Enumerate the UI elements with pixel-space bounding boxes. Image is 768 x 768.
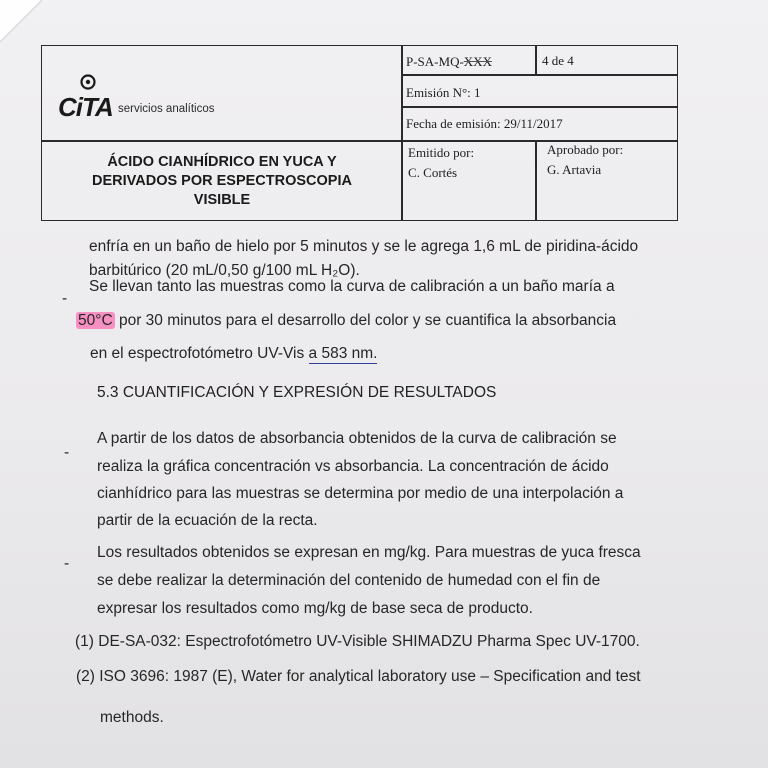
bullet-dash: - <box>64 444 70 461</box>
paragraph-line <box>90 345 377 363</box>
reference-item-continuation: methods. <box>100 709 164 726</box>
emission-date: Fecha de emisión: 29/11/2017 <box>406 116 563 131</box>
document-title-line: VISIBLE <box>193 192 251 208</box>
bullet-dash: - <box>64 555 70 572</box>
underlined-wavelength: a 583 nm. <box>308 345 378 362</box>
document-title <box>42 153 402 210</box>
reference-item: (1) DE-SA-032: Espectrofotómetro UV-Visible SHIMADZU Pharma Spec UV-1700. <box>75 633 640 650</box>
cita-logo <box>58 76 388 120</box>
paragraph-line: barbitúrico (20 mL/0,50 g/100 mL H₂O). <box>89 262 360 279</box>
paragraph-line-rest: por 30 minutos para el desarrollo del color y se cuantifica la absorbancia <box>114 312 617 329</box>
document-code-prefix: P-SA-MQ- <box>406 54 464 69</box>
page-number: 4 de 4 <box>542 53 574 68</box>
reference-item: (2) ISO 3696: 1987 (E), Water for analytical laboratory use – Specification and test <box>76 668 641 685</box>
logo-emblem-icon <box>80 74 96 90</box>
approved-by-label: Aprobado por: <box>547 142 624 157</box>
logo-subtitle: servicios analíticos <box>118 103 215 115</box>
approved-by-name: G. Artavia <box>547 162 602 177</box>
issued-by-label: Emitido por: <box>408 145 475 160</box>
header-divider-approval <box>535 140 537 220</box>
paragraph-line: Los resultados obtenidos se expresan en mg/kg. Para muestras de yuca fresca <box>97 544 641 561</box>
paragraph-line: realiza la gráfica concentración vs absorbancia. La concentración de ácido <box>97 458 609 475</box>
document-code <box>406 54 492 70</box>
paragraph-line: partir de la ecuación de la recta. <box>97 512 318 529</box>
document-title-line: DERIVADOS POR ESPECTROSCOPIA <box>92 173 352 189</box>
paragraph-line: se debe realizar la determinación del contenido de humedad con el fin de <box>97 572 601 589</box>
paragraph-line-start: en el espectrofotómetro UV-Vis <box>90 345 309 362</box>
header-divider-page <box>535 46 537 74</box>
bullet-dash: - <box>62 290 68 307</box>
document-header-table <box>41 45 678 221</box>
emission-number: Emisión N°: 1 <box>406 85 481 100</box>
paragraph-line: enfría en un baño de hielo por 5 minutos y se le agrega 1,6 mL de piridina-ácido <box>89 238 639 255</box>
issued-by-name: C. Cortés <box>408 165 458 180</box>
paragraph-line: expresar los resultados como mg/kg de base seca de producto. <box>97 600 533 617</box>
logo-wordmark: CiTA <box>58 92 113 122</box>
paragraph-line: cianhídrico para las muestras se determina por medio de una interpolación a <box>97 485 624 502</box>
section-heading: 5.3 CUANTIFICACIÓN Y EXPRESIÓN DE RESULTADOS <box>97 384 497 401</box>
header-row-line <box>401 74 677 76</box>
paragraph-line: A partir de los datos de absorbancia obtenidos de la curva de calibración se <box>97 430 617 447</box>
header-row-line <box>401 106 677 108</box>
document-title-line: ÁCIDO CIANHÍDRICO EN YUCA Y <box>107 154 337 170</box>
paragraph-line <box>76 312 616 330</box>
paragraph-line: Se llevan tanto las muestras como la curva de calibración a un baño maría a <box>89 278 615 295</box>
highlighted-temperature: 50°C <box>78 312 113 329</box>
document-code-suffix: XXX <box>463 54 492 69</box>
